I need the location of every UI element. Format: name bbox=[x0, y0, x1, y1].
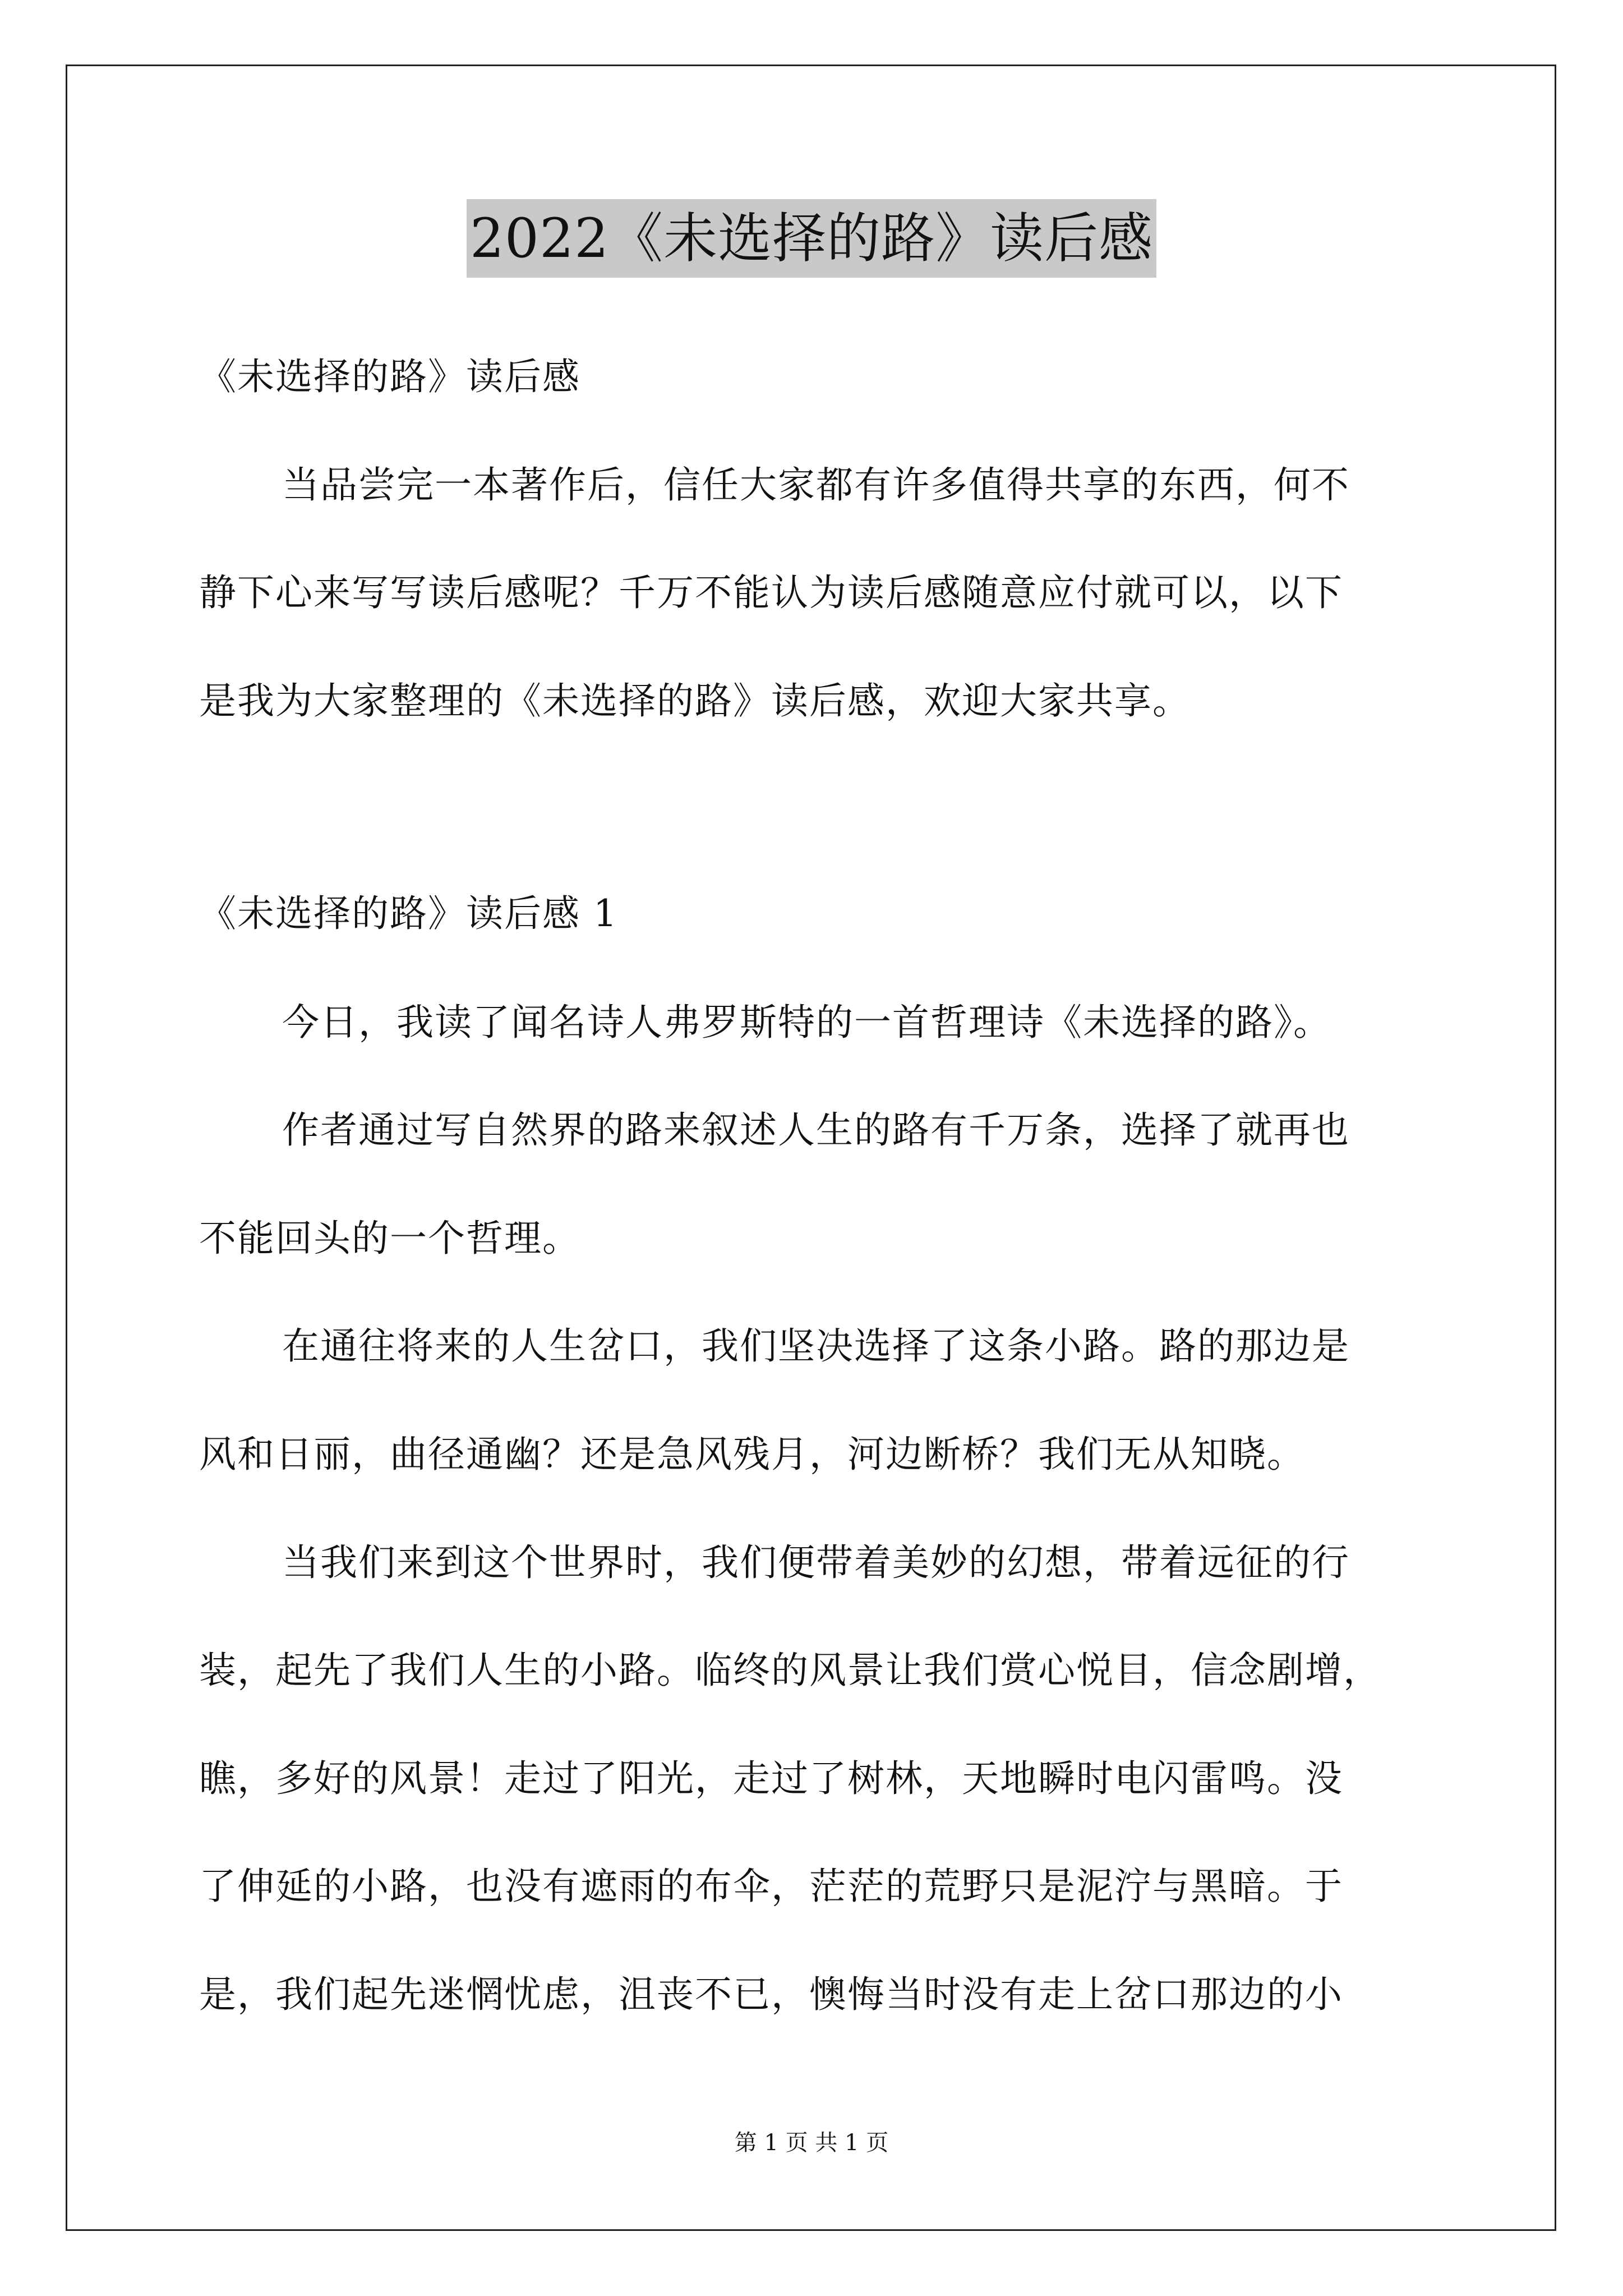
paragraph-1-line-1: 今日，我读了闻名诗人弗罗斯特的一首哲理诗《未选择的路》。 bbox=[282, 1001, 1331, 1044]
paragraph-4-line-4: 了伸延的小路，也没有遮雨的布伞，茫茫的荒野只是泥泞与黑暗。于 bbox=[199, 1865, 1343, 1908]
paragraph-4-line-2: 装，起先了我们人生的小路。临终的风景让我们赏心悦目，信念剧增， bbox=[199, 1649, 1381, 1692]
paragraph-3-line-2: 风和日丽，曲径通幽？还是急风残月，河边断桥？我们无从知晓。 bbox=[199, 1433, 1305, 1476]
section-heading-1: 《未选择的路》读后感 1 bbox=[199, 892, 618, 935]
document-title: 2022《未选择的路》读后感 bbox=[467, 199, 1156, 278]
paragraph-4-line-3: 瞧，多好的风景！走过了阳光，走过了树林，天地瞬时电闪雷鸣。没 bbox=[199, 1757, 1343, 1800]
paragraph-4-line-1: 当我们来到这个世界时，我们便带着美妙的幻想，带着远征的行 bbox=[282, 1541, 1350, 1584]
intro-paragraph-line-1: 当品尝完一本著作后，信任大家都有许多值得共享的东西，何不 bbox=[282, 463, 1350, 507]
title-container bbox=[0, 199, 1623, 278]
section-heading-intro: 《未选择的路》读后感 bbox=[199, 355, 580, 398]
paragraph-4-line-5: 是，我们起先迷惘忧虑，沮丧不已，懊悔当时没有走上岔口那边的小 bbox=[199, 1973, 1343, 2016]
intro-paragraph-line-2: 静下心来写写读后感呢？千万不能认为读后感随意应付就可以，以下 bbox=[199, 571, 1343, 614]
intro-paragraph-line-3: 是我为大家整理的《未选择的路》读后感，欢迎大家共享。 bbox=[199, 679, 1191, 723]
page-footer: 第 1 页 共 1 页 bbox=[734, 2130, 889, 2156]
paragraph-3-line-1: 在通往将来的人生岔口，我们坚决选择了这条小路。路的那边是 bbox=[282, 1324, 1350, 1368]
paragraph-2-line-1: 作者通过写自然界的路来叙述人生的路有千万条，选择了就再也 bbox=[282, 1108, 1350, 1152]
paragraph-2-line-2: 不能回头的一个哲理。 bbox=[199, 1217, 580, 1260]
